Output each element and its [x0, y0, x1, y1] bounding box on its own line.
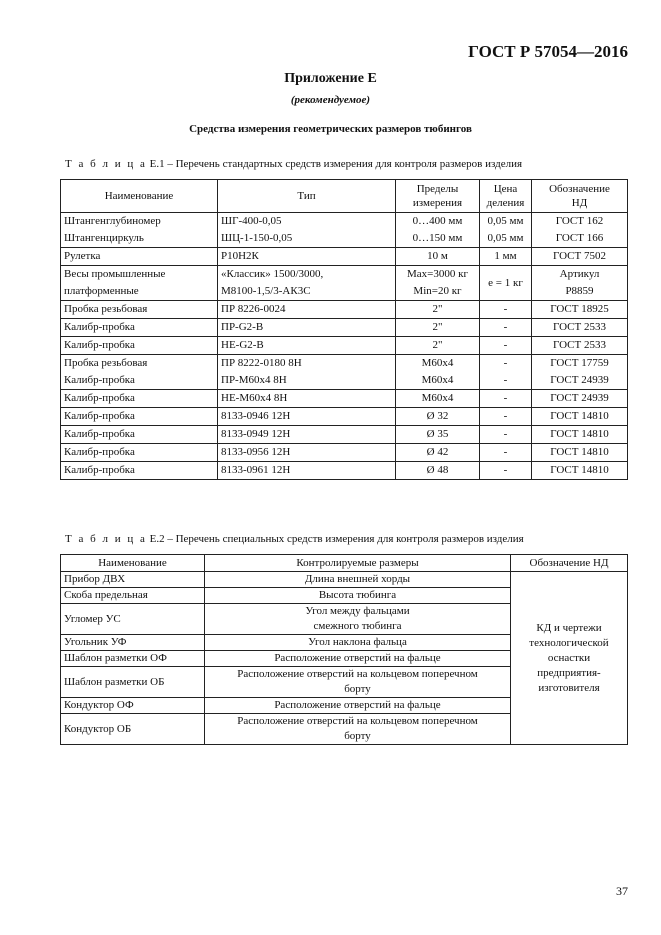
- table1-cell-limits: [396, 266, 480, 301]
- cell-line: Весы промышленные: [64, 268, 166, 280]
- cell-line: -: [503, 428, 508, 440]
- table1-cell-name: [61, 337, 218, 355]
- table1-cell-limits: [396, 248, 480, 266]
- cell-line: М8100-1,5/3-АК3С: [221, 285, 311, 297]
- cell-line: М60х4: [421, 357, 454, 369]
- table1-cell-nd: [532, 266, 628, 301]
- table-row: [61, 301, 628, 319]
- cell-line: ГОСТ 24939: [550, 392, 609, 404]
- table1-cell-price: [480, 319, 532, 337]
- table1-header-nd: [532, 180, 628, 213]
- table1-cell-name: [61, 444, 218, 462]
- cell-line: Штангенглубиномер: [64, 215, 161, 227]
- table2-cell-name: Скоба предельная: [61, 588, 205, 604]
- table2-cell-sizes: [205, 698, 511, 714]
- cell-line: ГОСТ 14810: [550, 410, 609, 422]
- table1-cell-price: [480, 301, 532, 319]
- cell-line: Калибр-пробка: [64, 428, 135, 440]
- table1-cell-nd: [532, 426, 628, 444]
- cell-line: Max=3000 кг: [407, 268, 468, 280]
- table1-cell-nd: [532, 319, 628, 337]
- table-row: [61, 319, 628, 337]
- cell-line: ГОСТ 166: [555, 232, 604, 244]
- cell-line: НЕ-М60х4 8Н: [221, 392, 288, 404]
- table2-cell-name: Угольник УФ: [61, 635, 205, 651]
- table1-cell-price: [480, 266, 532, 301]
- header-line: Обозначение: [549, 183, 610, 195]
- table2-cell-name: Кондуктор ОФ: [61, 698, 205, 714]
- cell-line: предприятия-: [537, 666, 601, 679]
- table2-cell-name: Шаблон разметки ОБ: [61, 667, 205, 698]
- cell-line: 0…150 мм: [412, 232, 463, 244]
- cell-line: 2": [432, 339, 443, 351]
- table2-cell-name: Прибор ДВХ: [61, 572, 205, 588]
- table1-cell-type: [218, 426, 396, 444]
- cell-line: ГОСТ 162: [555, 215, 604, 227]
- cell-line: ГОСТ 7502: [553, 250, 606, 262]
- table1-cell-price: [480, 337, 532, 355]
- cell-line: Высота тюбинга: [318, 589, 397, 601]
- cell-line: -: [503, 392, 508, 404]
- cell-line: e = 1 кг: [488, 276, 523, 289]
- cell-line: Расположение отверстий на кольцевом поперечном: [237, 668, 478, 680]
- table1-header-name: Наименование: [61, 180, 218, 213]
- table2-cell-sizes: [205, 588, 511, 604]
- table1-cell-name: [61, 426, 218, 444]
- table1-cell-price: [480, 444, 532, 462]
- table1-cell-price: [480, 408, 532, 426]
- table2-cell-nd-merged: [511, 572, 628, 745]
- cell-line: 0,05 мм: [487, 232, 524, 244]
- table2-cell-sizes: [205, 667, 511, 698]
- cell-line: ШЦ-1-150-0,05: [221, 232, 293, 244]
- cell-line: ГОСТ 2533: [553, 321, 606, 333]
- cell-line: 10 м: [427, 250, 448, 262]
- cell-line: 8133-0956 12Н: [221, 446, 291, 458]
- table-row: [61, 462, 628, 480]
- table1-cell-nd: [532, 390, 628, 408]
- table1-cell-type: [218, 301, 396, 319]
- cell-line: 2": [432, 303, 443, 315]
- table2-cell-name: Кондуктор ОБ: [61, 714, 205, 745]
- table1-header-limits: [396, 180, 480, 213]
- table1-cell-nd: [532, 301, 628, 319]
- cell-line: 2": [432, 321, 443, 333]
- cell-line: ГОСТ 18925: [550, 303, 609, 315]
- cell-line: Угол между фальцами: [305, 605, 410, 617]
- table1-cell-name: [61, 213, 218, 248]
- header-line: Пределы: [416, 183, 459, 195]
- cell-line: -: [503, 464, 508, 476]
- header-line: Цена: [493, 183, 518, 195]
- standard-instruments-table: [60, 179, 628, 480]
- cell-line: -: [503, 374, 508, 386]
- cell-line: 8133-0946 12Н: [221, 410, 291, 422]
- table1-cell-nd: [532, 408, 628, 426]
- cell-line: Угол наклона фальца: [308, 636, 407, 648]
- cell-line: КД и чертежи: [536, 621, 602, 634]
- cell-line: ГОСТ 14810: [550, 428, 609, 440]
- cell-line: -: [503, 410, 508, 422]
- cell-line: 8133-0949 12Н: [221, 428, 291, 440]
- table2-cell-sizes: [205, 714, 511, 745]
- cell-line: М60х4: [421, 392, 454, 404]
- cell-line: оснастки: [547, 651, 591, 664]
- cell-line: Р10Н2К: [221, 250, 259, 262]
- table1-cell-name: [61, 408, 218, 426]
- table1-cell-limits: [396, 426, 480, 444]
- page-number: 37: [616, 884, 628, 898]
- table1-cell-name: [61, 248, 218, 266]
- table1-cell-name: [61, 319, 218, 337]
- cell-line: Ø 32: [426, 410, 449, 422]
- table-row: [61, 572, 628, 588]
- cell-line: -: [503, 446, 508, 458]
- cell-line: Пробка резьбовая: [64, 357, 148, 369]
- cell-line: ГОСТ 24939: [550, 374, 609, 386]
- cell-line: ГОСТ 17759: [550, 357, 609, 369]
- cell-line: Калибр-пробка: [64, 446, 135, 458]
- table1-cell-price: [480, 213, 532, 248]
- table2-caption-prefix: Т а б л и ц а: [65, 533, 147, 545]
- table1-header-row: [61, 180, 628, 213]
- cell-line: платформенные: [64, 285, 139, 297]
- cell-line: Пробка резьбовая: [64, 303, 148, 315]
- table2-cell-sizes: [205, 651, 511, 667]
- document-code: ГОСТ Р 57054—2016: [468, 42, 628, 61]
- table1-cell-limits: [396, 462, 480, 480]
- table2-cell-sizes: [205, 604, 511, 635]
- table1-cell-limits: [396, 301, 480, 319]
- cell-line: ГОСТ 14810: [550, 464, 609, 476]
- cell-line: Расположение отверстий на фальце: [274, 699, 441, 711]
- table1-cell-name: [61, 355, 218, 390]
- cell-line: ШГ-400-0,05: [221, 215, 282, 227]
- cell-line: 8133-0961 12Н: [221, 464, 291, 476]
- table1-cell-type: [218, 319, 396, 337]
- cell-line: Расположение отверстий на фальце: [274, 652, 441, 664]
- header-line: НД: [571, 197, 588, 209]
- header-line: измерения: [412, 197, 463, 209]
- table-row: [61, 426, 628, 444]
- cell-line: Ø 35: [426, 428, 449, 440]
- table1-cell-limits: [396, 319, 480, 337]
- cell-line: смежного тюбинга: [313, 620, 402, 632]
- cell-line: Расположение отверстий на кольцевом поперечном: [237, 715, 478, 727]
- cell-line: ПР 8222-0180 8Н: [221, 357, 302, 369]
- table1-cell-type: [218, 213, 396, 248]
- cell-line: Р8859: [565, 285, 594, 297]
- table1-cell-type: [218, 337, 396, 355]
- cell-line: Ø 42: [426, 446, 449, 458]
- cell-line: Артикул: [559, 268, 600, 280]
- table1-cell-type: [218, 266, 396, 301]
- table2-caption: [65, 533, 524, 545]
- cell-line: -: [503, 339, 508, 351]
- table1-cell-type: [218, 462, 396, 480]
- cell-line: Калибр-пробка: [64, 392, 135, 404]
- cell-line: ПР-G2-B: [221, 321, 264, 333]
- table2-cell-name: Угломер УС: [61, 604, 205, 635]
- table2-header-row: [61, 555, 628, 572]
- table1-cell-nd: [532, 444, 628, 462]
- cell-line: НЕ-G2-B: [221, 339, 264, 351]
- table2-cell-name: Шаблон разметки ОФ: [61, 651, 205, 667]
- table2-caption-text: Е.2 – Перечень специальных средств измерения для контроля размеров изделия: [149, 533, 524, 545]
- header-line: деления: [486, 197, 525, 209]
- table1-cell-limits: [396, 390, 480, 408]
- table2-header-sizes: Контролируемые размеры: [205, 555, 511, 572]
- table1-cell-nd: [532, 213, 628, 248]
- table2-header-nd: Обозначение НД: [511, 555, 628, 572]
- cell-line: «Классик» 1500/3000,: [221, 268, 324, 280]
- table1-caption-prefix: Т а б л и ц а: [65, 158, 147, 170]
- table1-cell-price: [480, 426, 532, 444]
- cell-line: борту: [344, 683, 371, 695]
- cell-line: Min=20 кг: [413, 285, 462, 297]
- table-row: [61, 355, 628, 390]
- table1-cell-type: [218, 248, 396, 266]
- table-row: [61, 390, 628, 408]
- cell-line: технологической: [529, 636, 609, 649]
- cell-line: ГОСТ 2533: [553, 339, 606, 351]
- cell-line: ГОСТ 14810: [550, 446, 609, 458]
- table1-cell-limits: [396, 444, 480, 462]
- table1-cell-nd: [532, 337, 628, 355]
- cell-line: изготовителя: [538, 681, 600, 694]
- cell-line: Калибр-пробка: [64, 374, 135, 386]
- cell-line: Калибр-пробка: [64, 321, 135, 333]
- cell-line: Штангенциркуль: [64, 232, 144, 244]
- table1-cell-limits: [396, 355, 480, 390]
- appendix-status: (рекомендуемое): [290, 94, 371, 106]
- table-row: [61, 248, 628, 266]
- table1-cell-type: [218, 390, 396, 408]
- appendix-subtitle: Средства измерения геометрических размеров тюбингов: [189, 123, 472, 135]
- table1-cell-price: [480, 462, 532, 480]
- table1-cell-name: [61, 462, 218, 480]
- cell-line: -: [503, 303, 508, 315]
- table1-cell-type: [218, 355, 396, 390]
- table-row: [61, 213, 628, 248]
- table2-header-name: Наименование: [61, 555, 205, 572]
- table1-header-price: [480, 180, 532, 213]
- cell-line: 0,05 мм: [487, 215, 524, 227]
- table1-cell-limits: [396, 337, 480, 355]
- cell-line: М60х4: [421, 374, 454, 386]
- table1-cell-price: [480, 355, 532, 390]
- cell-line: Калибр-пробка: [64, 339, 135, 351]
- table1-cell-price: [480, 248, 532, 266]
- special-instruments-table: [60, 554, 628, 745]
- cell-line: Рулетка: [64, 250, 101, 262]
- table2-cell-sizes: [205, 572, 511, 588]
- cell-line: Длина внешней хорды: [304, 573, 411, 585]
- table1-cell-nd: [532, 355, 628, 390]
- table1-cell-limits: [396, 408, 480, 426]
- table1-caption-text: Е.1 – Перечень стандартных средств измерения для контроля размеров изделия: [149, 158, 523, 170]
- table-row: [61, 444, 628, 462]
- table1-caption: [65, 158, 522, 170]
- cell-line: 0…400 мм: [412, 215, 463, 227]
- cell-line: Калибр-пробка: [64, 410, 135, 422]
- table-row: [61, 337, 628, 355]
- table1-cell-name: [61, 390, 218, 408]
- table1-header-type: Тип: [218, 180, 396, 213]
- table1-cell-price: [480, 390, 532, 408]
- cell-line: ПР 8226-0024: [221, 303, 286, 315]
- table1-cell-name: [61, 266, 218, 301]
- table-row: [61, 266, 628, 301]
- cell-line: Калибр-пробка: [64, 464, 135, 476]
- cell-line: -: [503, 357, 508, 369]
- table2-cell-sizes: [205, 635, 511, 651]
- cell-line: борту: [344, 730, 371, 742]
- table-row: [61, 408, 628, 426]
- cell-line: ПР-М60х4 8Н: [221, 374, 287, 386]
- table1-cell-nd: [532, 462, 628, 480]
- cell-line: Ø 48: [426, 464, 449, 476]
- appendix-title: Приложение Е: [284, 71, 377, 86]
- cell-line: -: [503, 321, 508, 333]
- table1-cell-type: [218, 444, 396, 462]
- cell-line: 1 мм: [494, 250, 517, 262]
- table1-cell-name: [61, 301, 218, 319]
- table1-cell-type: [218, 408, 396, 426]
- table1-cell-nd: [532, 248, 628, 266]
- table1-cell-limits: [396, 213, 480, 248]
